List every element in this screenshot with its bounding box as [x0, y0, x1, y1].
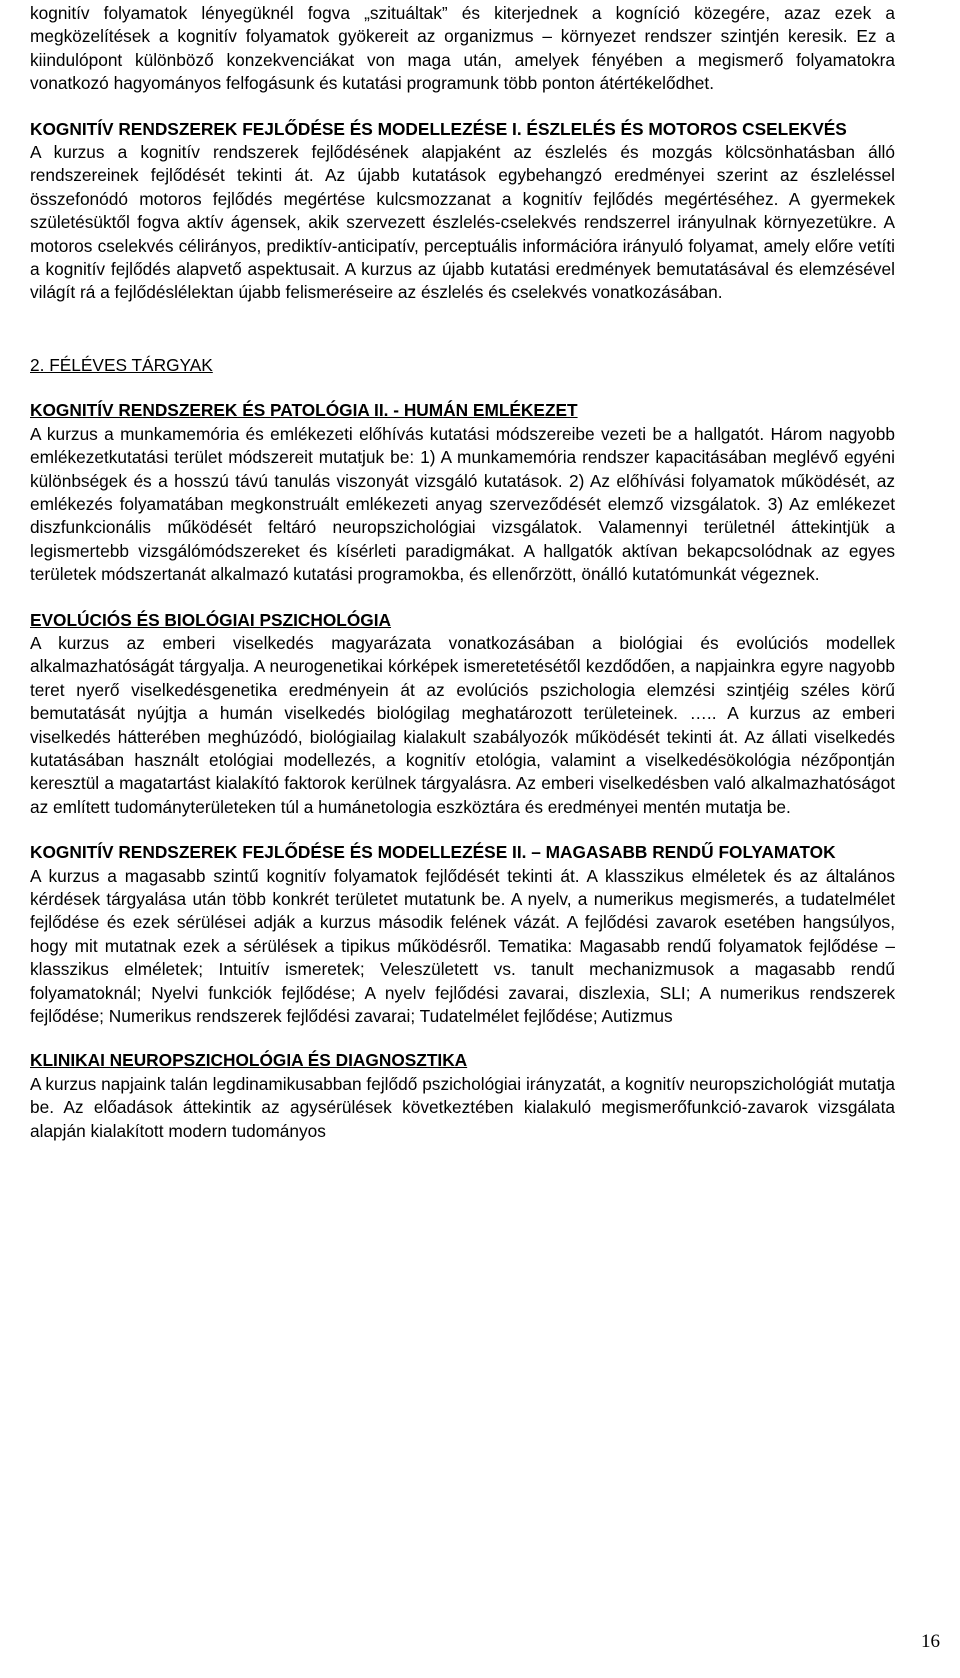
section-body-kognitiv-rendszerek-i: A kurzus a kognitív rendszerek fejlődésének alapjaként az észlelés és mozgás kölcsönhatásban álló rendszereinek fejlődését tekinti át. Az újabb kutatások egybehangzó eredményei szerint az észleléssel összefonódó motoros fejlődés megértése kulcsmozzanat a kognitív fejlődés megértéséhez. A gyermekek születésüktől fogva aktív ágensek, akik szervezett észlelés-cselekvés rendszerrel irányulnak környezetükre. A motoros cselekvés célirányos, prediktív-anticipatív, perceptuális információra irányuló folyamat, amely előre vetíti a kognitív fejlődés alapvető aspektusait. A kurzus az újabb kutatási eredmények bemutatásával és elemzésével világít rá a fejlődéslélektan újabb felismeréseire az észlelés és cselekvés vonatkozásában.: [30, 142, 895, 303]
section-title-evolucios-pszichologia: EVOLÚCIÓS ÉS BIOLÓGIAI PSZICHOLÓGIA: [30, 609, 392, 630]
section-body-klinikai-neuropszichologia: A kurzus napjaink talán legdinamikusabban fejlődő pszichológiai irányzatát, a kognitív neuropszichológiát mutatja be. Az előadások áttekintik az agysérülések következtében kialakuló megismerőfunkció-zavarok vizsgálata alapján kialakított modern tudományos: [30, 1073, 895, 1141]
section-body-evolucios-pszichologia: A kurzus az emberi viselkedés magyarázata vonatkozásában a biológiai és evolúciós modellek alkalmazhatóságát tárgyalja. A neurogenetikai kórképek ismeretetésétől kezdődően, a napjainkra egyre nagyobb teret nyerő viselkedésgenetika eredményein át az evolúciós pszichologia elemzési szintjéig széles körű bemutatását nyújtja a humán viselkedés biológilag meghatározott területeinek. ….. A kurzus az emberi viselkedés hátterében meghúzódó, biológiailag kialakult szabályozók működését tekinti át. Az állati viselkedés kutatásában használt etológiai modellezés, a kognitív etológia, valamint a viselkedésökológia nézőpontján keresztül a magatartást kialakító faktorok kerülnek tárgyalásra. Az emberi viselkedésben való alkalmazhatóságot az említett tudományterületeken túl a humánetologia eszköztára és eredményei mentén mutatja be.: [30, 632, 895, 817]
intro-paragraph: kognitív folyamatok lényegüknél fogva „szituáltak” és kiterjednek a kogníció közegére, azaz ezek a megközelítések a kognitív folyamatok gyökereit az organizmus – környezet rendszer szintjén keresik. Ez a kiindulópont különböző konzekvenciákat von maga után, amelyek fényében a megismerő folyamatokra vonatkozó hagyományos felfogásunk és kutatási programunk több ponton átértékelődhet.: [30, 3, 895, 94]
semester-heading: 2. FÉLÉVES TÁRGYAK: [30, 354, 213, 375]
section-title-kognitiv-rendszerek-i: KOGNITÍV RENDSZEREK FEJLŐDÉSE ÉS MODELLEZÉSE I. ÉSZLELÉS ÉS MOTOROS CSELEKVÉS: [30, 118, 847, 139]
section-body-humán-emlekezet: A kurzus a munkamemória és emlékezeti előhívás kutatási módszereibe vezeti be a hallgatót. Három nagyobb emlékezetkutatási terület módszereit mutatjuk be: 1) A munkamemória rendszer kapacitásában meglévő egyéni különbségek és a hosszú távú tanulás viszonyát vizsgáló kutatások. 2) Az előhívási folyamatok működését, az emlékezés folyamatában megkonstruált emlékezeti anyag szerveződését elemző vizsgálatok. 3) Az emlékezet diszfunkcionális működését feltáró neuropszichológiai vizsgálatok. Valamennyi területnél áttekintjük a legismertebb vizsgálómódszereket és kísérleti paradigmákat. A hallgatók aktívan bekapcsolódnak az egyes területek módszertanát alkalmazó kutatási programokba, és ellenőrzött, önálló kutatómunkát végeznek.: [30, 423, 895, 585]
section-body-kognitiv-rendszerek-ii: A kurzus a magasabb szintű kognitív folyamatok fejlődését tekinti át. A klasszikus elméletek és az általános kérdések tárgyalása után több konkrét területet mutatunk be. A nyelv, a numerikus megismerés, a tudatelmélet fejlődése és ezek sérülései adják a kurzus második felének vázát. A fejlődési zavarok esetében hangsúlyos, hogy mit mutatnak ezek a sérülések a tipikus működésről. Tematika: Magasabb rendű folyamatok fejlődése – klasszikus elméletek; Intuitív ismeretek; Veleszületett vs. tanult mechanizmusok a magasabb rendű folyamatoknál; Nyelvi funkciók fejlődése; A nyelv fejlődési zavarai, diszlexia, SLI; A numerikus rendszerek fejlődése; Numerikus rendszerek fejlődési zavarai; Tudatelmélet fejlődése; Autizmus: [30, 865, 895, 1027]
page-number: 16: [921, 1631, 940, 1652]
section-title-kognitiv-rendszerek-ii: KOGNITÍV RENDSZEREK FEJLŐDÉSE ÉS MODELLEZÉSE II. – MAGASABB RENDŰ FOLYAMATOK: [30, 842, 836, 863]
section-title-humán-emlekezet: KOGNITÍV RENDSZEREK ÉS PATOLÓGIA II. - HUMÁN EMLÉKEZET: [30, 400, 578, 421]
section-title-klinikai-neuropszichologia: KLINIKAI NEUROPSZICHOLÓGIA ÉS DIAGNOSZTIKA: [30, 1050, 468, 1071]
document-page: [30, 0, 895, 1143]
